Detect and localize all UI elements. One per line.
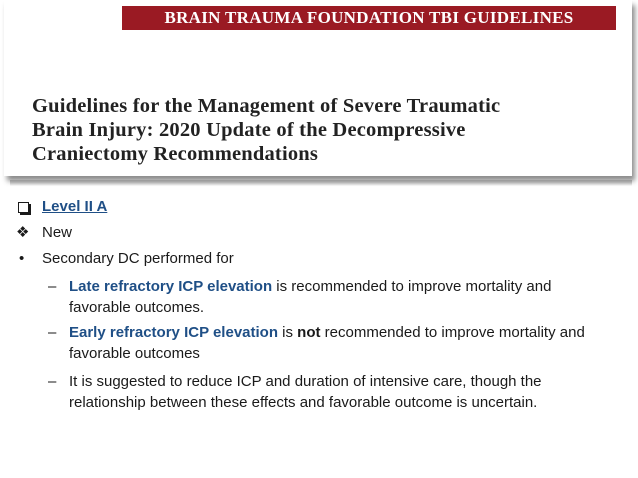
early-refractory-highlight: Early refractory ICP elevation bbox=[69, 324, 278, 341]
diamond-bullet-icon: ❖ bbox=[16, 224, 30, 241]
sub2-line-1 bbox=[69, 322, 585, 344]
sub2-mid: is bbox=[278, 324, 298, 341]
late-refractory-highlight: Late refractory ICP elevation bbox=[69, 278, 273, 295]
sub1-line-1-rest: is recommended to improve mortality and bbox=[272, 278, 552, 295]
banner: BRAIN TRAUMA FOUNDATION TBI GUIDELINES bbox=[122, 6, 616, 30]
sub3-line-1: It is suggested to reduce ICP and duration of intensive care, though the bbox=[69, 373, 542, 390]
level-label bbox=[42, 196, 107, 218]
not-emphasis: not bbox=[297, 324, 321, 341]
secondary-label: Secondary DC performed for bbox=[42, 250, 234, 267]
paper-title-line-1: Guidelines for the Management of Severe Traumatic bbox=[32, 95, 501, 117]
header-image bbox=[4, 0, 632, 176]
paper-title-line-3: Craniectomy Recommendations bbox=[32, 143, 319, 165]
sub3-line-2: relationship between these effects and favorable outcome is uncertain. bbox=[69, 394, 538, 411]
sub1-line-2: favorable outcomes. bbox=[69, 299, 205, 316]
dash-bullet-icon: – bbox=[48, 278, 57, 295]
level-text: Level II A bbox=[42, 198, 108, 215]
paper-title bbox=[32, 94, 622, 166]
dash-bullet-icon: – bbox=[48, 324, 57, 341]
box-bullet-icon bbox=[18, 202, 29, 213]
sub1-line-1 bbox=[69, 276, 551, 298]
new-label: New bbox=[42, 224, 73, 241]
sub2-line-2: favorable outcomes bbox=[69, 345, 200, 362]
paper-title-line-2: Brain Injury: 2020 Update of the Decompressive bbox=[32, 119, 466, 141]
dash-bullet-icon: – bbox=[48, 373, 57, 390]
sub2-line-1-rest: recommended to improve mortality and bbox=[320, 324, 585, 341]
dot-bullet-icon: • bbox=[19, 250, 25, 267]
